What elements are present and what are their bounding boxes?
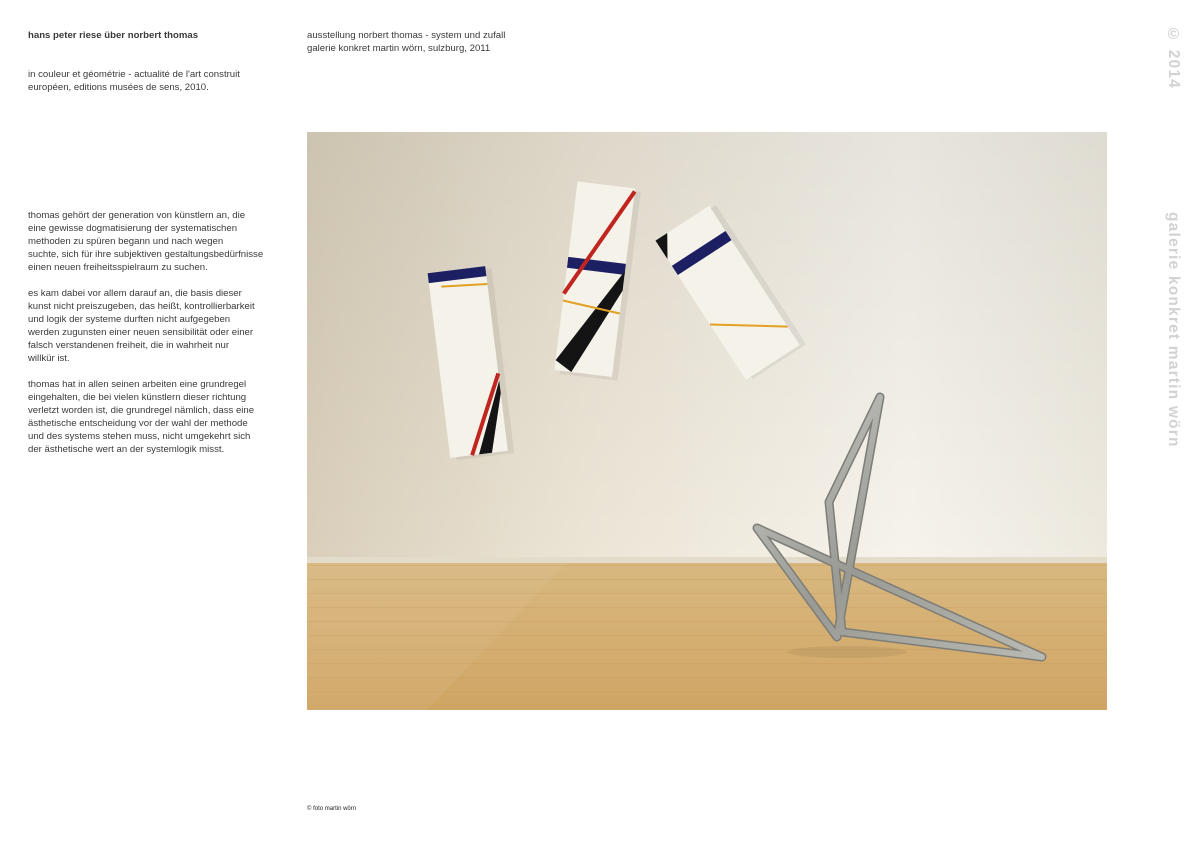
text-line: eingehalten, die bei vielen künstlern dieser richtung [28, 392, 247, 403]
text-line: es kam dabei vor allem darauf an, die basis dieser [28, 288, 242, 299]
copyright-label: © 2014 [1165, 26, 1182, 89]
text-line: der ästhetische wert an der systemlogik misst. [28, 444, 225, 455]
exhibition-caption [307, 29, 607, 55]
vertical-side-label [1160, 26, 1182, 466]
text-line: thomas hat in allen seinen arbeiten eine grundregel [28, 379, 247, 390]
text-line: ästhetische entscheidung vor der wahl der methode [28, 418, 248, 429]
gallery-wall [307, 132, 1107, 562]
text-line: und des systems stehen muss, nicht umgekehrt sich [28, 431, 251, 442]
source-line: in couleur et géométrie - actualité de l'art construit [28, 69, 240, 80]
caption-line: galerie konkret martin wörn, sulzburg, 2011 [307, 43, 491, 54]
caption-line: ausstellung norbert thomas - system und zufall [307, 30, 506, 41]
article-title: hans peter riese über norbert thomas [28, 30, 199, 41]
text-line: willkür ist. [28, 353, 70, 364]
text-line: methoden zu spüren begann und nach wegen [28, 236, 224, 247]
text-line: falsch verstandenen freiheit, die in wahrheit nur [28, 340, 230, 351]
text-line: werden zugunsten einer neuen sensibilität oder einer [28, 327, 254, 338]
publication-source [28, 68, 278, 94]
floor-baseboard [307, 557, 1107, 563]
article-body [28, 209, 278, 469]
text-line: und logik der systeme durften nicht aufgegeben [28, 314, 231, 325]
paragraph [28, 287, 278, 365]
text-line: verletzt worden ist, die grundregel nämlich, dass eine [28, 405, 255, 416]
text-line: einen neuen freiheitsspielraum zu suchen. [28, 262, 208, 273]
paragraph [28, 209, 278, 274]
text-line: suchte, sich für ihre subjektiven gestaltungsbedürfnisse [28, 249, 264, 260]
text-line: thomas gehört der generation von künstlern an, die [28, 210, 246, 221]
gallery-label: galerie konkret martin wörn [1165, 212, 1182, 448]
paragraph [28, 378, 278, 456]
text-line: kunst nicht preiszugeben, das heißt, kontrollierbarkeit [28, 301, 255, 312]
photo-credit: © foto martin wörn [307, 806, 357, 812]
source-line: européen, editions musées de sens, 2010. [28, 82, 209, 93]
text-line: eine gewisse dogmatisierung der systematischen [28, 223, 238, 234]
exhibition-photo [307, 132, 1107, 710]
